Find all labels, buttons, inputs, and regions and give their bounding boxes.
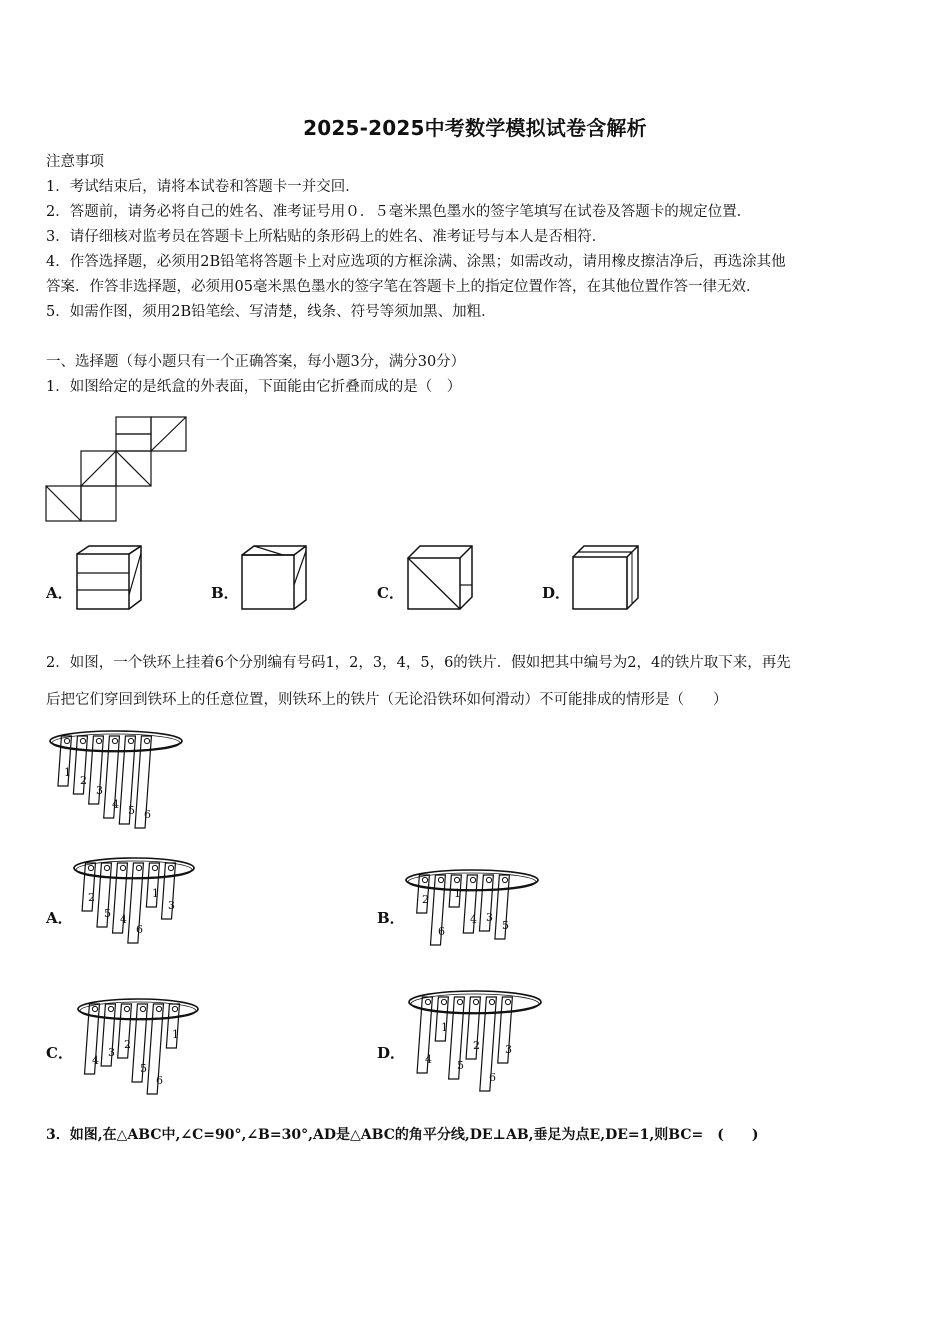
question-2-text: 2．如图，一个铁环上挂着6个分别编有号码1，2，3，4，5，6的铁片．假如把其中编号为2，4的铁片取下来，再先 (46, 655, 791, 671)
tag-number: 5 (457, 1059, 464, 1072)
notice-item: 1．考试结束后，请将本试卷和答题卡一并交回． (46, 179, 360, 195)
tag-number: 2 (422, 893, 429, 906)
iron-tag (104, 736, 120, 818)
option-c-label[interactable]: C． (377, 584, 404, 602)
tag-number: 1 (441, 1021, 448, 1034)
tag-number: 4 (120, 913, 127, 926)
tag-number: 3 (486, 911, 493, 924)
iron-tag (146, 863, 159, 907)
tag-number: 5 (104, 907, 111, 920)
iron-tag (166, 1004, 179, 1048)
tag-number: 3 (168, 899, 175, 912)
cube-net-figure (46, 416, 191, 524)
option-a-label[interactable]: A． (46, 584, 73, 602)
tag-number: 1 (64, 766, 71, 779)
q2-option-d-label[interactable]: D． (377, 1044, 406, 1062)
q2-option-a-label[interactable]: A． (46, 909, 73, 927)
notice-heading: 注意事项 (46, 154, 104, 170)
tag-number: 4 (112, 798, 119, 811)
question-2-text-cont: 后把它们穿回到铁环上的任意位置，则铁环上的铁片（无论沿铁环如何滑动）不可能排成的情形是（ ） (46, 692, 728, 708)
iron-tag (82, 863, 95, 911)
tag-number: 1 (172, 1028, 179, 1041)
iron-tag (463, 875, 477, 933)
question-1-text: 1．如图给定的是纸盒的外表面，下面能由它折叠而成的是（ ） (46, 379, 462, 395)
tag-number: 2 (80, 774, 87, 787)
notice-item: 3．请仔细核对监考员在答题卡上所粘贴的条形码上的姓名、准考证号与本人是否相符． (46, 229, 607, 245)
iron-ring-option-c (76, 996, 206, 1096)
tag-number: 5 (128, 804, 135, 817)
tag-number: 1 (454, 887, 461, 900)
cube-option-b (241, 545, 309, 611)
iron-tag (132, 1004, 147, 1082)
tag-number: 5 (140, 1062, 147, 1075)
iron-ring-option-a (72, 855, 202, 955)
cube-option-a (76, 545, 144, 611)
iron-tag (466, 997, 480, 1059)
notice-item: 2．答题前，请务必将自己的姓名、准考证号用０．５毫米黑色墨水的签字笔填写在试卷及答题卡的规定位置． (46, 204, 752, 220)
iron-ring-option-d (407, 988, 547, 1098)
tag-number: 2 (473, 1039, 480, 1052)
tag-number: 4 (470, 913, 477, 926)
q2-option-c-label[interactable]: C． (46, 1044, 73, 1062)
notice-item: 答案．作答非选择题，必须用05毫米黑色墨水的签字笔在答题卡上的指定位置作答，在其他位置作答一律无效． (46, 279, 761, 295)
tag-number: 3 (96, 784, 103, 797)
tag-number: 1 (152, 887, 159, 900)
tag-number: 3 (108, 1046, 115, 1059)
tag-number: 6 (438, 925, 445, 938)
iron-ring-option-b (404, 866, 544, 956)
tag-number: 4 (92, 1054, 99, 1067)
notice-item: 5．如需作图，须用2B铅笔绘、写清楚，线条、符号等须加黑、加粗． (46, 304, 496, 320)
iron-tag (449, 997, 465, 1079)
iron-ring-figure (48, 728, 188, 836)
iron-tag (58, 736, 71, 786)
iron-tag (119, 736, 135, 824)
iron-tag (162, 863, 176, 919)
iron-tag (101, 1004, 115, 1066)
tag-number: 2 (124, 1038, 131, 1051)
tag-number: 2 (88, 891, 95, 904)
iron-tag (118, 1004, 132, 1058)
iron-tag (498, 997, 513, 1063)
iron-tag (435, 997, 448, 1041)
iron-tag (113, 863, 128, 933)
notice-item: 4．作答选择题，必须用2B铅笔将答题卡上对应选项的方框涂满、涂黑；如需改动，请用橡皮擦洁净后，再选涂其他 (46, 254, 786, 270)
cube-option-c (407, 545, 475, 611)
iron-tag (430, 875, 445, 945)
q2-option-b-label[interactable]: B． (377, 909, 405, 927)
tag-number: 6 (136, 923, 143, 936)
iron-tag (128, 863, 144, 943)
option-d-label[interactable]: D． (542, 584, 571, 602)
iron-tag (89, 736, 104, 804)
tag-number: 4 (425, 1053, 432, 1066)
iron-tag (495, 875, 509, 939)
tag-number: 3 (505, 1043, 512, 1056)
question-3-text: 3．如图,在△ABC中,∠C=90°,∠B=30°,AD是△ABC的角平分线,DE⊥AB,垂足为点E,DE=1,则BC= ( ) (46, 1127, 759, 1143)
tag-number: 6 (144, 808, 151, 821)
cube-option-d (572, 545, 642, 611)
tag-number: 5 (502, 919, 509, 932)
option-b-label[interactable]: B． (211, 584, 239, 602)
iron-tag (480, 997, 497, 1091)
iron-tag (449, 875, 461, 907)
tag-number: 6 (156, 1074, 163, 1087)
iron-tag (479, 875, 493, 931)
tag-number: 6 (489, 1071, 496, 1084)
section-heading: 一、选择题（每小题只有一个正确答案，每小题3分，满分30分） (46, 354, 466, 370)
iron-tag (73, 736, 87, 794)
page-title: 2025-2025中考数学模拟试卷含解析 (303, 116, 647, 140)
iron-tag (97, 863, 111, 927)
iron-tag (417, 875, 430, 913)
